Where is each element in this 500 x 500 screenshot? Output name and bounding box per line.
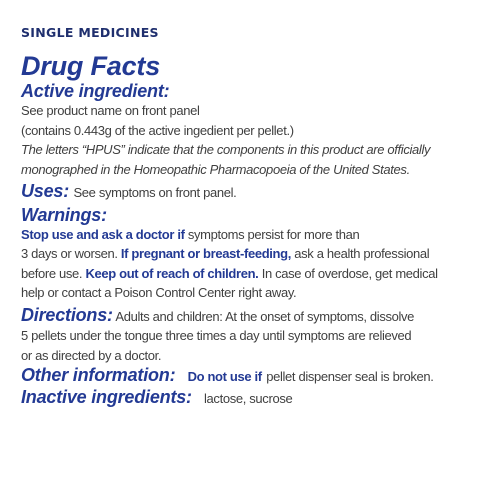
overdose-text: In case of overdose, get medical: [261, 265, 438, 281]
directions-line-2: 5 pellets under the tongue three times a day until symptoms are relieved: [21, 328, 412, 343]
active-ingredient-heading: Active ingredient:: [21, 81, 170, 101]
do-not-use-text: pellet dispenser seal is broken.: [266, 369, 434, 384]
uses-section: [21, 181, 491, 203]
warnings-line-1: [21, 225, 491, 245]
before-use-text: before use.: [21, 265, 83, 281]
other-information-section: [21, 365, 491, 387]
directions-heading: Directions:: [21, 304, 113, 325]
warnings-line-4: help or contact a Poison Control Center right away.: [21, 285, 297, 300]
directions-section: [21, 305, 491, 366]
directions-text-1: Adults and children: At the onset of symptoms, dissolve: [115, 308, 415, 324]
hpus-note-line-2: monographed in the Homeopathic Pharmacopoeia of the United States.: [21, 161, 410, 177]
active-ingredient-line-1: See product name on front panel: [21, 103, 200, 118]
worsen-text: 3 days or worsen.: [21, 246, 118, 261]
drug-facts-title: Drug Facts: [21, 51, 161, 81]
other-information-heading: Other information:: [21, 365, 176, 385]
inactive-ingredients-text: lactose, sucrose: [204, 390, 293, 406]
directions-line-1: [21, 305, 491, 327]
keep-out-lead: Keep out of reach of children.: [85, 265, 259, 281]
uses-heading: Uses:: [21, 181, 70, 201]
warnings-heading: Warnings:: [21, 204, 107, 225]
warnings-section: [21, 205, 491, 303]
active-ingredient-section: [21, 81, 491, 179]
pregnant-lead: If pregnant or breast-feeding,: [120, 246, 291, 261]
directions-body: [21, 326, 491, 365]
pregnant-text: ask a health professional: [294, 246, 430, 261]
stop-use-lead: Stop use and ask a doctor if: [21, 226, 185, 242]
do-not-use-lead: Do not use if: [187, 369, 262, 384]
active-ingredient-body: [21, 101, 491, 179]
active-ingredient-line-2: (contains 0.443g of the active ingedient per pellet.): [21, 122, 294, 138]
drug-facts-panel: [21, 26, 491, 408]
warnings-line-2: [21, 244, 491, 264]
uses-text: See symptoms on front panel.: [73, 185, 237, 200]
inactive-ingredients-heading: Inactive ingredients:: [21, 386, 192, 407]
inactive-ingredients-section: [21, 387, 491, 409]
warnings-line-3: [21, 264, 491, 284]
brand-line: SINGLE MEDICINES: [21, 25, 159, 40]
stop-use-text: symptoms persist for more than: [187, 226, 360, 242]
directions-line-3: or as directed by a doctor.: [21, 347, 162, 363]
warnings-body: [21, 225, 491, 303]
hpus-note-line-1: The letters “HPUS” indicate that the components in this product are officially: [21, 142, 431, 157]
